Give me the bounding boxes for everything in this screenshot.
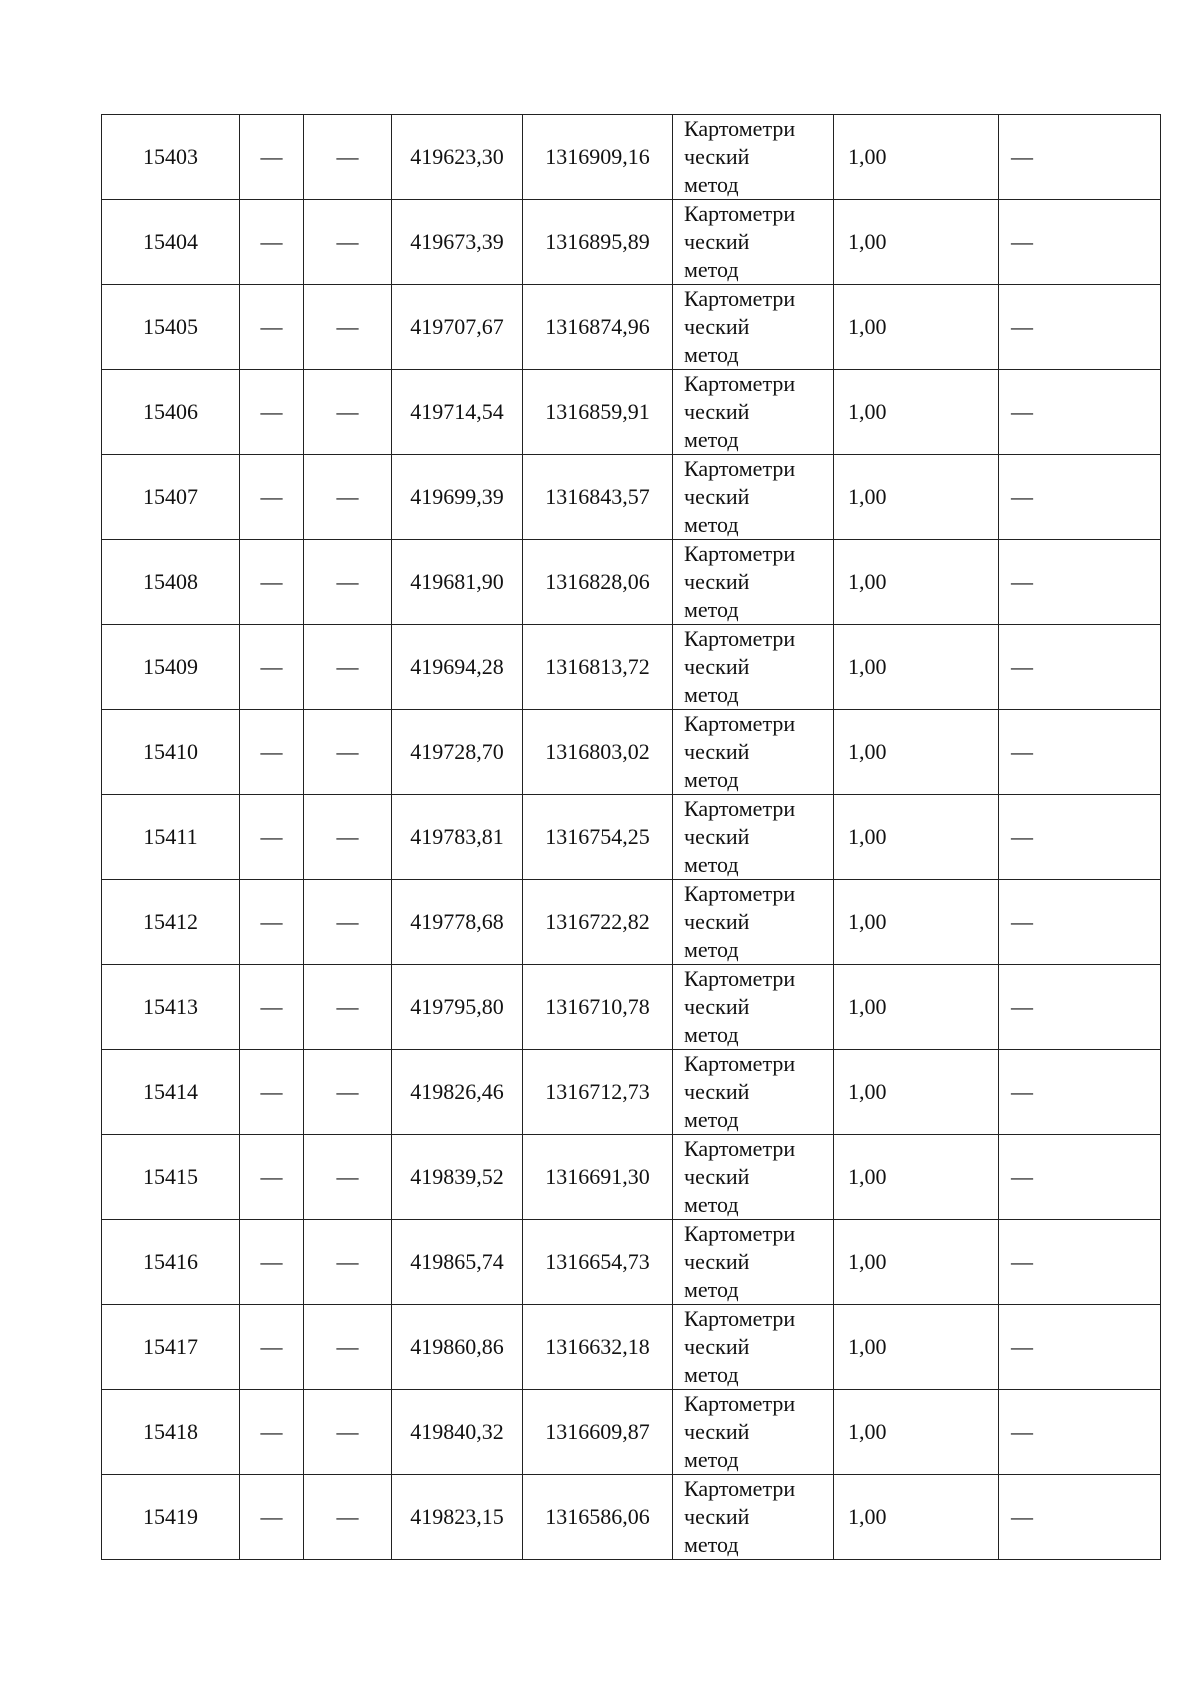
dash-cell: — <box>304 1220 392 1305</box>
method-line: ческий <box>684 1079 750 1104</box>
method-line: ческий <box>684 739 750 764</box>
table-row <box>102 710 1161 795</box>
dash-cell: — <box>999 370 1161 455</box>
method-cell <box>673 200 834 285</box>
accuracy-value: 1,00 <box>834 710 999 795</box>
method-cell <box>673 1390 834 1475</box>
method-line: метод <box>684 852 739 877</box>
dash-cell: — <box>304 1135 392 1220</box>
method-cell <box>673 1135 834 1220</box>
accuracy-value: 1,00 <box>834 115 999 200</box>
dash-cell: — <box>304 455 392 540</box>
table-row <box>102 200 1161 285</box>
method-cell <box>673 625 834 710</box>
method-line: Картометри <box>684 201 796 226</box>
dash-cell: — <box>999 455 1161 540</box>
point-number: 15409 <box>102 625 240 710</box>
method-cell <box>673 965 834 1050</box>
y-coordinate: 1316843,57 <box>523 455 673 540</box>
accuracy-value: 1,00 <box>834 1475 999 1560</box>
dash-cell: — <box>999 710 1161 795</box>
dash-cell: — <box>304 285 392 370</box>
method-cell <box>673 1050 834 1135</box>
y-coordinate: 1316803,02 <box>523 710 673 795</box>
method-line: метод <box>684 1532 739 1557</box>
method-cell <box>673 455 834 540</box>
dash-cell: — <box>240 1475 304 1560</box>
dash-cell: — <box>304 1305 392 1390</box>
x-coordinate: 419823,15 <box>392 1475 523 1560</box>
x-coordinate: 419728,70 <box>392 710 523 795</box>
method-cell <box>673 1305 834 1390</box>
accuracy-value: 1,00 <box>834 965 999 1050</box>
method-line: метод <box>684 1362 739 1387</box>
dash-cell: — <box>240 1050 304 1135</box>
x-coordinate: 419860,86 <box>392 1305 523 1390</box>
table-row <box>102 540 1161 625</box>
table-row <box>102 1135 1161 1220</box>
y-coordinate: 1316586,06 <box>523 1475 673 1560</box>
method-line: ческий <box>684 1504 750 1529</box>
dash-cell: — <box>999 540 1161 625</box>
method-cell <box>673 285 834 370</box>
dash-cell: — <box>240 285 304 370</box>
method-line: Картометри <box>684 626 796 651</box>
point-number: 15410 <box>102 710 240 795</box>
method-line: Картометри <box>684 116 796 141</box>
table-row <box>102 1305 1161 1390</box>
method-line: Картометри <box>684 1391 796 1416</box>
x-coordinate: 419840,32 <box>392 1390 523 1475</box>
table-row <box>102 1050 1161 1135</box>
dash-cell: — <box>240 710 304 795</box>
method-line: ческий <box>684 1249 750 1274</box>
method-line: Картометри <box>684 1476 796 1501</box>
dash-cell: — <box>304 540 392 625</box>
table-body <box>102 115 1161 1560</box>
method-line: Картометри <box>684 371 796 396</box>
table-row <box>102 1220 1161 1305</box>
dash-cell: — <box>304 625 392 710</box>
method-line: Картометри <box>684 966 796 991</box>
dash-cell: — <box>999 1475 1161 1560</box>
dash-cell: — <box>999 285 1161 370</box>
y-coordinate: 1316909,16 <box>523 115 673 200</box>
coordinates-table <box>101 114 1161 1560</box>
dash-cell: — <box>999 1305 1161 1390</box>
point-number: 15412 <box>102 880 240 965</box>
method-line: ческий <box>684 1419 750 1444</box>
table-row <box>102 115 1161 200</box>
method-cell <box>673 1475 834 1560</box>
x-coordinate: 419865,74 <box>392 1220 523 1305</box>
y-coordinate: 1316712,73 <box>523 1050 673 1135</box>
table-row <box>102 370 1161 455</box>
x-coordinate: 419826,46 <box>392 1050 523 1135</box>
y-coordinate: 1316874,96 <box>523 285 673 370</box>
point-number: 15406 <box>102 370 240 455</box>
method-line: метод <box>684 427 739 452</box>
y-coordinate: 1316609,87 <box>523 1390 673 1475</box>
x-coordinate: 419783,81 <box>392 795 523 880</box>
method-line: ческий <box>684 314 750 339</box>
accuracy-value: 1,00 <box>834 1135 999 1220</box>
method-line: ческий <box>684 654 750 679</box>
dash-cell: — <box>304 200 392 285</box>
method-cell <box>673 710 834 795</box>
method-line: метод <box>684 767 739 792</box>
dash-cell: — <box>240 540 304 625</box>
x-coordinate: 419795,80 <box>392 965 523 1050</box>
table-row <box>102 285 1161 370</box>
table-row <box>102 1475 1161 1560</box>
dash-cell: — <box>304 795 392 880</box>
method-line: ческий <box>684 229 750 254</box>
accuracy-value: 1,00 <box>834 285 999 370</box>
method-line: метод <box>684 1277 739 1302</box>
method-cell <box>673 115 834 200</box>
dash-cell: — <box>304 370 392 455</box>
method-line: ческий <box>684 399 750 424</box>
dash-cell: — <box>999 1135 1161 1220</box>
method-cell <box>673 1220 834 1305</box>
method-line: метод <box>684 257 739 282</box>
x-coordinate: 419681,90 <box>392 540 523 625</box>
dash-cell: — <box>999 200 1161 285</box>
x-coordinate: 419707,67 <box>392 285 523 370</box>
dash-cell: — <box>240 880 304 965</box>
method-line: ческий <box>684 144 750 169</box>
x-coordinate: 419699,39 <box>392 455 523 540</box>
method-line: метод <box>684 342 739 367</box>
accuracy-value: 1,00 <box>834 795 999 880</box>
point-number: 15419 <box>102 1475 240 1560</box>
y-coordinate: 1316813,72 <box>523 625 673 710</box>
dash-cell: — <box>240 965 304 1050</box>
accuracy-value: 1,00 <box>834 370 999 455</box>
accuracy-value: 1,00 <box>834 540 999 625</box>
dash-cell: — <box>999 965 1161 1050</box>
table-row <box>102 795 1161 880</box>
method-line: метод <box>684 512 739 537</box>
method-line: метод <box>684 682 739 707</box>
accuracy-value: 1,00 <box>834 1220 999 1305</box>
point-number: 15415 <box>102 1135 240 1220</box>
x-coordinate: 419714,54 <box>392 370 523 455</box>
method-line: метод <box>684 172 739 197</box>
point-number: 15407 <box>102 455 240 540</box>
dash-cell: — <box>999 1390 1161 1475</box>
dash-cell: — <box>304 880 392 965</box>
method-line: метод <box>684 1192 739 1217</box>
accuracy-value: 1,00 <box>834 1050 999 1135</box>
dash-cell: — <box>999 1220 1161 1305</box>
method-line: метод <box>684 1447 739 1472</box>
x-coordinate: 419839,52 <box>392 1135 523 1220</box>
dash-cell: — <box>240 1220 304 1305</box>
method-line: Картометри <box>684 1051 796 1076</box>
dash-cell: — <box>999 1050 1161 1135</box>
table-row <box>102 1390 1161 1475</box>
method-line: ческий <box>684 909 750 934</box>
point-number: 15413 <box>102 965 240 1050</box>
accuracy-value: 1,00 <box>834 200 999 285</box>
dash-cell: — <box>999 625 1161 710</box>
dash-cell: — <box>240 370 304 455</box>
point-number: 15414 <box>102 1050 240 1135</box>
dash-cell: — <box>304 115 392 200</box>
method-line: Картометри <box>684 796 796 821</box>
accuracy-value: 1,00 <box>834 455 999 540</box>
method-line: ческий <box>684 1164 750 1189</box>
method-line: Картометри <box>684 541 796 566</box>
dash-cell: — <box>240 455 304 540</box>
table-row <box>102 880 1161 965</box>
dash-cell: — <box>304 1390 392 1475</box>
point-number: 15417 <box>102 1305 240 1390</box>
y-coordinate: 1316632,18 <box>523 1305 673 1390</box>
method-line: Картометри <box>684 1221 796 1246</box>
method-line: метод <box>684 937 739 962</box>
x-coordinate: 419694,28 <box>392 625 523 710</box>
method-cell <box>673 370 834 455</box>
method-line: Картометри <box>684 1306 796 1331</box>
table-row <box>102 965 1161 1050</box>
dash-cell: — <box>240 795 304 880</box>
point-number: 15416 <box>102 1220 240 1305</box>
accuracy-value: 1,00 <box>834 1390 999 1475</box>
method-line: ческий <box>684 1334 750 1359</box>
method-line: ческий <box>684 484 750 509</box>
method-line: ческий <box>684 824 750 849</box>
dash-cell: — <box>240 1390 304 1475</box>
dash-cell: — <box>240 625 304 710</box>
method-line: ческий <box>684 994 750 1019</box>
y-coordinate: 1316895,89 <box>523 200 673 285</box>
point-number: 15403 <box>102 115 240 200</box>
y-coordinate: 1316722,82 <box>523 880 673 965</box>
method-line: метод <box>684 1022 739 1047</box>
method-cell <box>673 540 834 625</box>
y-coordinate: 1316859,91 <box>523 370 673 455</box>
dash-cell: — <box>999 795 1161 880</box>
method-cell <box>673 795 834 880</box>
dash-cell: — <box>240 115 304 200</box>
method-line: Картометри <box>684 456 796 481</box>
accuracy-value: 1,00 <box>834 1305 999 1390</box>
dash-cell: — <box>304 710 392 795</box>
dash-cell: — <box>240 200 304 285</box>
method-line: метод <box>684 597 739 622</box>
x-coordinate: 419673,39 <box>392 200 523 285</box>
dash-cell: — <box>304 1050 392 1135</box>
accuracy-value: 1,00 <box>834 880 999 965</box>
point-number: 15411 <box>102 795 240 880</box>
accuracy-value: 1,00 <box>834 625 999 710</box>
dash-cell: — <box>999 115 1161 200</box>
x-coordinate: 419623,30 <box>392 115 523 200</box>
dash-cell: — <box>304 1475 392 1560</box>
dash-cell: — <box>999 880 1161 965</box>
x-coordinate: 419778,68 <box>392 880 523 965</box>
method-line: Картометри <box>684 881 796 906</box>
dash-cell: — <box>304 965 392 1050</box>
dash-cell: — <box>240 1305 304 1390</box>
method-line: Картометри <box>684 1136 796 1161</box>
method-line: Картометри <box>684 286 796 311</box>
table-row <box>102 625 1161 710</box>
point-number: 15404 <box>102 200 240 285</box>
y-coordinate: 1316691,30 <box>523 1135 673 1220</box>
y-coordinate: 1316754,25 <box>523 795 673 880</box>
y-coordinate: 1316654,73 <box>523 1220 673 1305</box>
method-line: метод <box>684 1107 739 1132</box>
y-coordinate: 1316710,78 <box>523 965 673 1050</box>
point-number: 15405 <box>102 285 240 370</box>
point-number: 15408 <box>102 540 240 625</box>
dash-cell: — <box>240 1135 304 1220</box>
table-row <box>102 455 1161 540</box>
method-line: ческий <box>684 569 750 594</box>
y-coordinate: 1316828,06 <box>523 540 673 625</box>
method-line: Картометри <box>684 711 796 736</box>
method-cell <box>673 880 834 965</box>
point-number: 15418 <box>102 1390 240 1475</box>
